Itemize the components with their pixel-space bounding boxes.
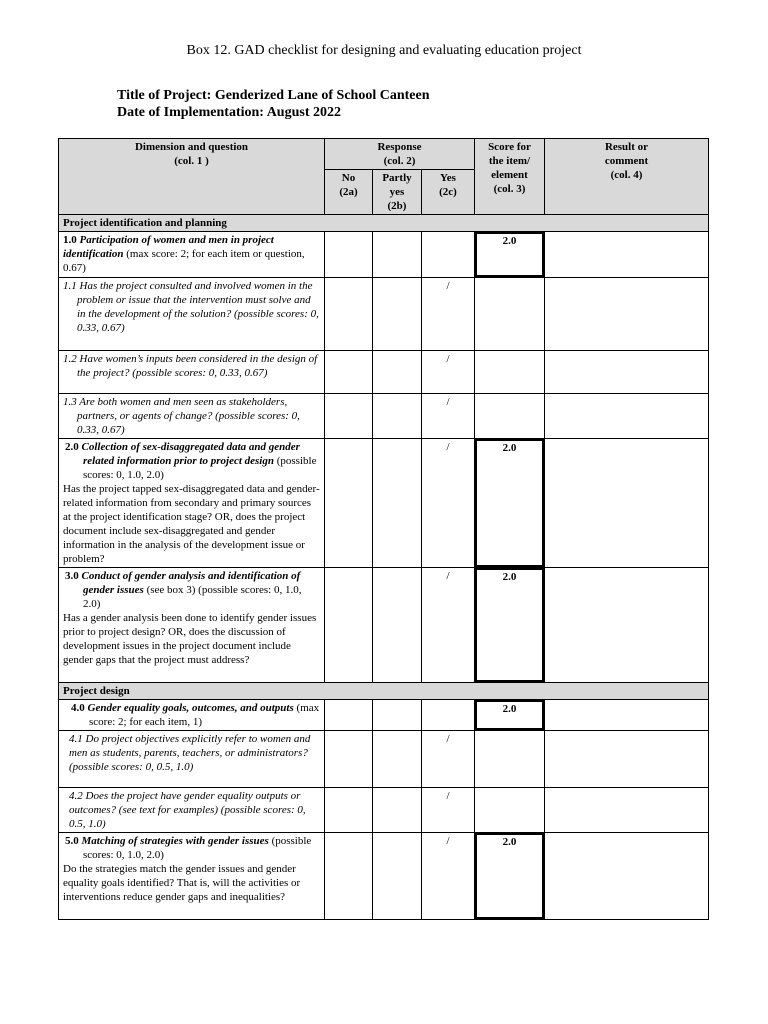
table-row xyxy=(59,700,709,731)
question-number: 2.0 xyxy=(65,441,79,453)
result-comment-cell[interactable] xyxy=(545,788,709,833)
question-5-0 xyxy=(59,833,325,920)
header-no-label: No xyxy=(341,172,356,184)
response-no-cell[interactable] xyxy=(325,394,373,439)
section-project-design: Project design xyxy=(59,683,709,700)
question-body: Has the project tapped sex-disaggregated data and gender-related information from secondary and primary sources at the project identification stage? OR, does the project document include sex-disaggregated and gender information in the analysis of the development issue or problem? xyxy=(63,483,320,565)
header-response-label: Response xyxy=(377,141,422,153)
response-no-cell[interactable] xyxy=(325,731,373,788)
response-partly-cell[interactable] xyxy=(373,700,422,731)
response-partly-cell[interactable] xyxy=(373,278,422,351)
header-dimension-label: Dimension and question xyxy=(134,141,249,153)
question-body: Do the strategies match the gender issues and gender equality goals identified? That is, will the activities or interventions reduce gender gaps and inequalities? xyxy=(63,863,301,903)
response-no-cell[interactable] xyxy=(325,833,373,920)
result-comment-cell[interactable] xyxy=(545,278,709,351)
question-heading: Gender equality goals, outcomes, and outputs xyxy=(87,702,294,714)
response-yes-cell[interactable]: / xyxy=(422,788,475,833)
gad-checklist-table xyxy=(58,138,709,920)
question-heading-block xyxy=(63,834,320,862)
score-value: 2.0 xyxy=(502,235,517,247)
box-caption: Box 12. GAD checklist for designing and evaluating education project xyxy=(186,43,582,58)
header-dimension xyxy=(59,139,325,215)
response-yes-cell[interactable]: / xyxy=(422,731,475,788)
header-score xyxy=(475,139,545,215)
score-value: 2.0 xyxy=(502,442,517,454)
score-value: 2.0 xyxy=(502,571,517,583)
question-4-1: 4.1 Do project objectives explicitly refer to women and men as students, parents, teachers, or administrators? (possible scores: 0, 0.5, 1.0) xyxy=(59,731,325,788)
response-no-cell[interactable] xyxy=(325,232,373,278)
question-scoring-note: (see box 3) (possible scores: 0, 1.0, 2.0) xyxy=(83,584,302,610)
header-dimension-col: (col. 1 ) xyxy=(174,155,209,167)
result-comment-cell[interactable] xyxy=(545,232,709,278)
response-partly-cell[interactable] xyxy=(373,568,422,683)
response-yes-cell[interactable] xyxy=(422,232,475,278)
response-no-cell[interactable] xyxy=(325,788,373,833)
question-heading: Matching of strategies with gender issues xyxy=(81,835,269,847)
score-cell[interactable] xyxy=(475,394,545,439)
question-heading-block xyxy=(63,569,320,611)
header-result-col: (col. 4) xyxy=(610,169,643,181)
header-partly xyxy=(373,170,422,215)
question-heading: Collection of sex-disaggregated data and gender related information prior to project design xyxy=(81,441,300,467)
response-partly-cell[interactable] xyxy=(373,731,422,788)
question-4-2: 4.2 Does the project have gender equality outputs or outcomes? (see text for examples) (possible scores: 0, 0.5, 1.0) xyxy=(59,788,325,833)
score-cell[interactable] xyxy=(475,833,545,920)
score-cell[interactable] xyxy=(475,278,545,351)
table-row xyxy=(59,439,709,568)
question-number: 3.0 xyxy=(65,570,79,582)
question-heading: Conduct of gender analysis and identification of gender issues xyxy=(81,570,301,596)
table-row xyxy=(59,788,709,833)
question-scoring-note: (possible scores: 0, 1.0, 2.0) xyxy=(83,835,312,861)
score-value: 2.0 xyxy=(502,703,517,715)
header-response xyxy=(325,139,475,170)
response-partly-cell[interactable] xyxy=(373,232,422,278)
implementation-date: Date of Implementation: August 2022 xyxy=(117,105,341,120)
question-number: 1.0 xyxy=(63,234,77,246)
score-value: 2.0 xyxy=(502,836,517,848)
score-cell[interactable] xyxy=(475,700,545,731)
question-3-0 xyxy=(59,568,325,683)
table-row xyxy=(59,394,709,439)
response-no-cell[interactable] xyxy=(325,278,373,351)
result-comment-cell[interactable] xyxy=(545,731,709,788)
project-title: Title of Project: Genderized Lane of School Canteen xyxy=(117,88,430,103)
question-heading: Participation of women and men in project identification xyxy=(63,234,274,260)
response-partly-cell[interactable] xyxy=(373,439,422,568)
section-row xyxy=(59,215,709,232)
result-comment-cell[interactable] xyxy=(545,833,709,920)
header-response-col: (col. 2) xyxy=(383,155,416,167)
question-heading-block xyxy=(69,701,320,729)
response-partly-cell[interactable] xyxy=(373,394,422,439)
table-row xyxy=(59,232,709,278)
question-number: 4.0 xyxy=(71,702,85,714)
question-2-0 xyxy=(59,439,325,568)
header-score-l1: Score for xyxy=(488,141,531,153)
result-comment-cell[interactable] xyxy=(545,351,709,394)
result-comment-cell[interactable] xyxy=(545,568,709,683)
response-yes-cell[interactable] xyxy=(422,700,475,731)
response-no-cell[interactable] xyxy=(325,568,373,683)
response-partly-cell[interactable] xyxy=(373,833,422,920)
question-1-3: 1.3 Are both women and men seen as stakeholders, partners, or agents of change? (possible scores: 0, 0.33, 0.67) xyxy=(59,394,325,439)
score-cell[interactable] xyxy=(475,232,545,278)
table-row xyxy=(59,278,709,351)
response-no-cell[interactable] xyxy=(325,439,373,568)
question-heading-block xyxy=(63,440,320,482)
header-yes-label: Yes xyxy=(440,172,456,184)
response-partly-cell[interactable] xyxy=(373,351,422,394)
table-row xyxy=(59,731,709,788)
table-row xyxy=(59,833,709,920)
score-cell[interactable] xyxy=(475,731,545,788)
question-scoring-note: (max score: 2; for each item, 1) xyxy=(89,702,320,728)
question-scoring-note: (possible scores: 0, 1.0, 2.0) xyxy=(83,455,317,481)
score-cell[interactable] xyxy=(475,351,545,394)
header-yes-col: (2c) xyxy=(439,186,457,198)
question-scoring-note: (max score: 2; for each item or question, 0.67) xyxy=(63,248,305,274)
section-identification-planning: Project identification and planning xyxy=(59,215,709,232)
response-yes-cell[interactable]: / xyxy=(422,351,475,394)
result-comment-cell[interactable] xyxy=(545,394,709,439)
table-row xyxy=(59,568,709,683)
question-1-1: 1.1 Has the project consulted and involved women in the problem or issue that the intervention must solve and in the development of the solution? (possible scores: 0, 0.33, 0.67) xyxy=(59,278,325,351)
header-score-l2: the item/ xyxy=(488,155,531,167)
header-yes xyxy=(422,170,475,215)
response-no-cell[interactable] xyxy=(325,351,373,394)
question-4-0 xyxy=(59,700,325,731)
response-no-cell[interactable] xyxy=(325,700,373,731)
response-yes-cell[interactable]: / xyxy=(422,568,475,683)
section-row xyxy=(59,683,709,700)
response-yes-cell[interactable]: / xyxy=(422,833,475,920)
question-1-2: 1.2 Have women’s inputs been considered in the design of the project? (possible scores: 0, 0.33, 0.67) xyxy=(59,351,325,394)
response-yes-cell[interactable]: / xyxy=(422,394,475,439)
header-no-col: (2a) xyxy=(339,186,358,198)
header-score-col: (col. 3) xyxy=(493,183,526,195)
question-number: 5.0 xyxy=(65,835,79,847)
result-comment-cell[interactable] xyxy=(545,700,709,731)
response-partly-cell[interactable] xyxy=(373,788,422,833)
response-yes-cell[interactable]: / xyxy=(422,278,475,351)
header-result xyxy=(545,139,709,215)
header-partly-col: (2b) xyxy=(387,200,407,212)
header-row-1 xyxy=(59,139,709,170)
score-cell[interactable] xyxy=(475,439,545,568)
question-1-0 xyxy=(59,232,325,278)
header-no xyxy=(325,170,373,215)
response-yes-cell[interactable]: / xyxy=(422,439,475,568)
score-cell[interactable] xyxy=(475,788,545,833)
header-result-l1: Result or xyxy=(604,141,649,153)
table-row xyxy=(59,351,709,394)
result-comment-cell[interactable] xyxy=(545,439,709,568)
question-body: Has a gender analysis been done to identify gender issues prior to project design? OR, does the discussion of development issues in the project document include gender gaps that the project must address? xyxy=(63,612,317,666)
header-partly-label: Partly xyxy=(382,172,412,184)
header-partly-label2: yes xyxy=(389,186,405,198)
score-cell[interactable] xyxy=(475,568,545,683)
header-result-l2: comment xyxy=(604,155,649,167)
header-score-l3: element xyxy=(491,169,528,181)
